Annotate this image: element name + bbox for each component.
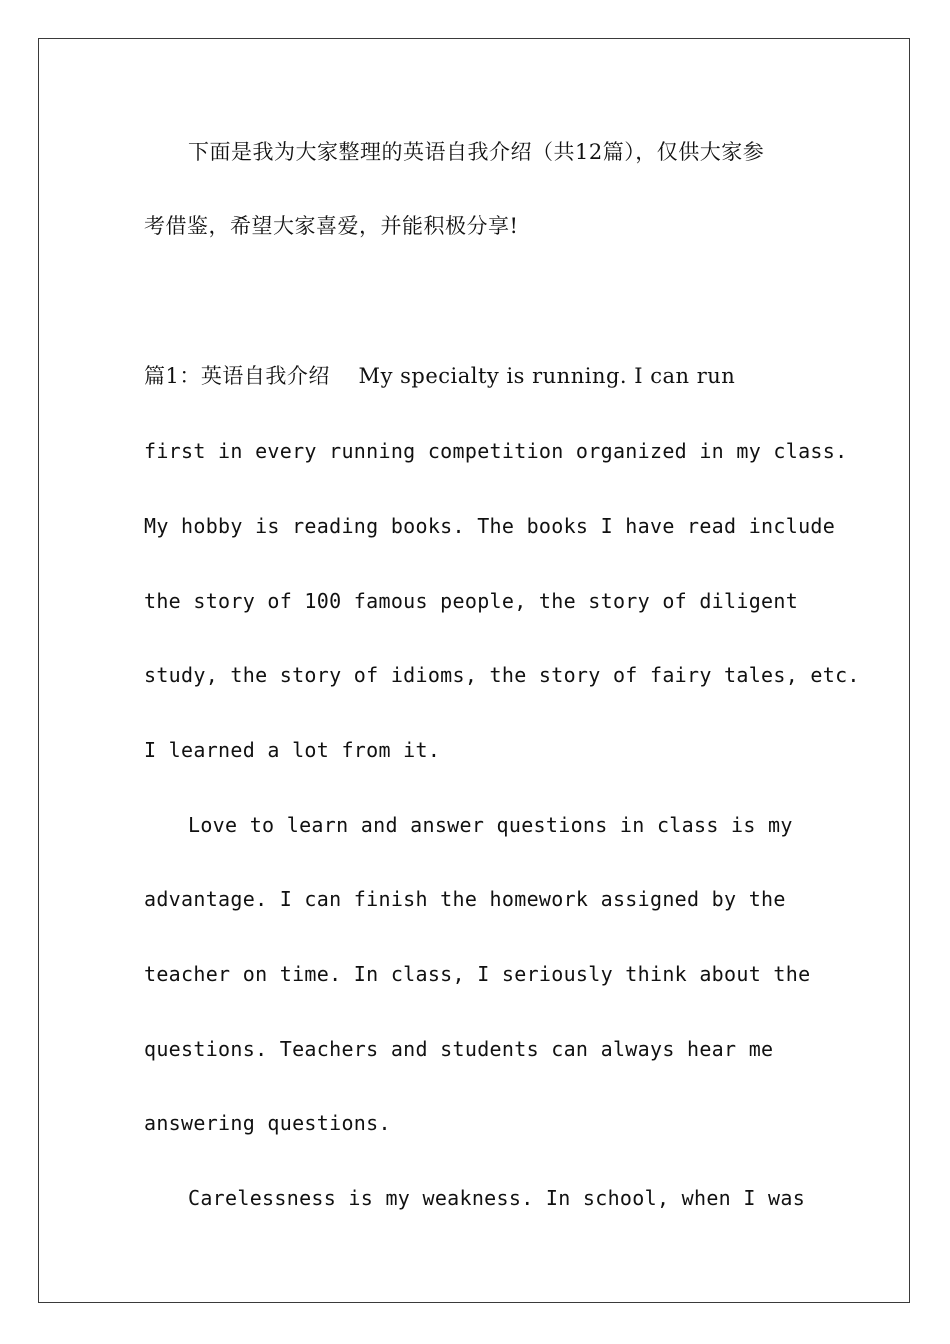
intro-line-1: 下面是我为大家整理的英语自我介绍（共12篇），仅供大家参 [188, 140, 765, 164]
paragraph-2-line-2: advantage. I can finish the homework assigned by the [144, 887, 786, 911]
intro-line-2: 考借鉴，希望大家喜爱，并能积极分享! [144, 214, 519, 238]
paragraph-3-line-1: Carelessness is my weakness. In school, when I was [188, 1186, 806, 1210]
paragraph-1-line-1: first in every running competition organized in my class. [144, 439, 848, 463]
section-heading: 篇1：英语自我介绍 My specialty is running. I can run [144, 364, 736, 388]
paragraph-1-line-3: the story of 100 famous people, the story of diligent [144, 589, 799, 613]
paragraph-2-line-3: teacher on time. In class, I seriously think about the [144, 962, 811, 986]
paragraph-1-line-2: My hobby is reading books. The books I have read include [144, 514, 836, 538]
paragraph-1-line-4: study, the story of idioms, the story of fairy tales, etc. [144, 663, 860, 687]
paragraph-2-line-5: answering questions. [144, 1111, 391, 1135]
paragraph-2-line-1: Love to learn and answer questions in class is my [188, 813, 793, 837]
paragraph-1-line-5: I learned a lot from it. [144, 738, 441, 762]
paragraph-2-line-4: questions. Teachers and students can always hear me [144, 1037, 774, 1061]
